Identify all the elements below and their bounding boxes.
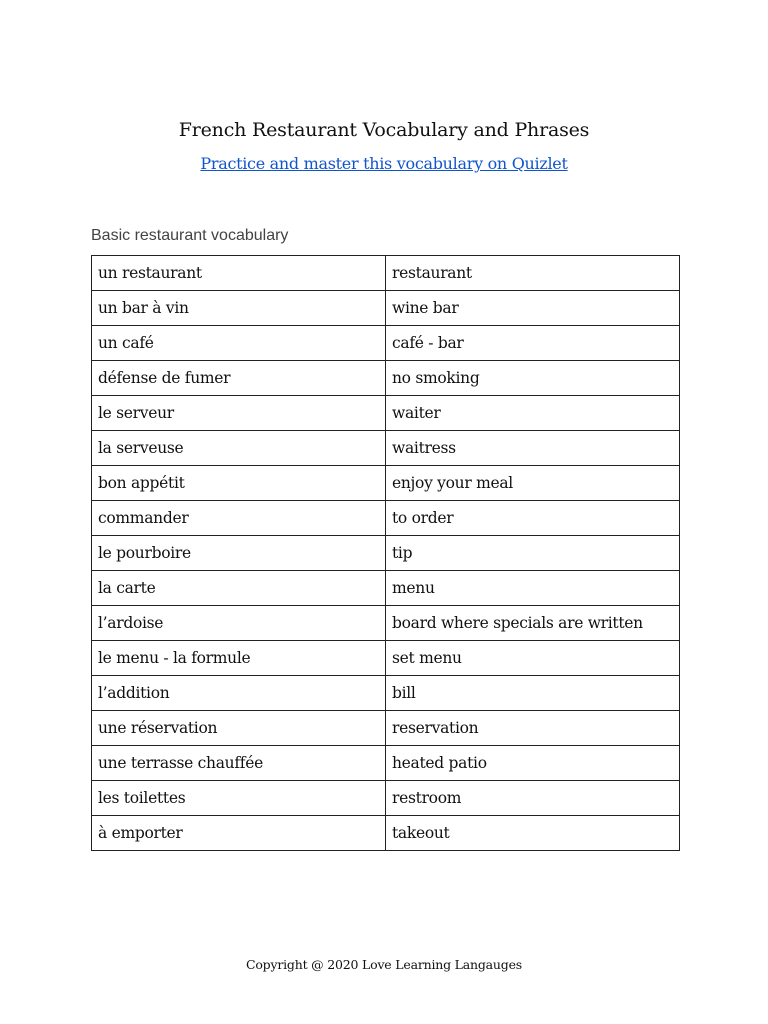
- french-term: la serveuse: [92, 431, 386, 466]
- table-row: [92, 466, 680, 501]
- table-row: [92, 361, 680, 396]
- french-term: le menu - la formule: [92, 641, 386, 676]
- english-translation: no smoking: [386, 361, 680, 396]
- french-term: la carte: [92, 571, 386, 606]
- french-term: un restaurant: [92, 256, 386, 291]
- table-row: [92, 606, 680, 641]
- table-row: [92, 571, 680, 606]
- page-title: French Restaurant Vocabulary and Phrases: [178, 119, 590, 141]
- french-term: le pourboire: [92, 536, 386, 571]
- english-translation: takeout: [386, 816, 680, 851]
- french-term: les toilettes: [92, 781, 386, 816]
- french-term: commander: [92, 501, 386, 536]
- french-term: bon appétit: [92, 466, 386, 501]
- english-translation: to order: [386, 501, 680, 536]
- quizlet-link[interactable]: Practice and master this vocabulary on Quizlet: [200, 154, 568, 173]
- english-translation: tip: [386, 536, 680, 571]
- english-translation: waiter: [386, 396, 680, 431]
- english-translation: board where specials are written: [386, 606, 680, 641]
- french-term: l’ardoise: [92, 606, 386, 641]
- english-translation: heated patio: [386, 746, 680, 781]
- english-translation: wine bar: [386, 291, 680, 326]
- english-translation: restroom: [386, 781, 680, 816]
- vocabulary-table-body: [92, 256, 680, 851]
- english-translation: waitress: [386, 431, 680, 466]
- table-row: [92, 781, 680, 816]
- french-term: l’addition: [92, 676, 386, 711]
- copyright-footer: Copyright @ 2020 Love Learning Langauges: [245, 957, 522, 972]
- table-row: [92, 536, 680, 571]
- english-translation: set menu: [386, 641, 680, 676]
- french-term: un café: [92, 326, 386, 361]
- table-row: [92, 256, 680, 291]
- french-term: le serveur: [92, 396, 386, 431]
- english-translation: café - bar: [386, 326, 680, 361]
- english-translation: reservation: [386, 711, 680, 746]
- table-row: [92, 431, 680, 466]
- quizlet-link-container: [0, 153, 768, 175]
- table-row: [92, 746, 680, 781]
- english-translation: bill: [386, 676, 680, 711]
- table-row: [92, 676, 680, 711]
- french-term: une terrasse chauffée: [92, 746, 386, 781]
- table-row: [92, 396, 680, 431]
- vocabulary-table: [91, 255, 680, 851]
- table-row: [92, 711, 680, 746]
- english-translation: menu: [386, 571, 680, 606]
- table-row: [92, 641, 680, 676]
- table-row: [92, 291, 680, 326]
- french-term: un bar à vin: [92, 291, 386, 326]
- section-heading: Basic restaurant vocabulary: [91, 227, 289, 244]
- table-row: [92, 501, 680, 536]
- french-term: à emporter: [92, 816, 386, 851]
- french-term: une réservation: [92, 711, 386, 746]
- table-row: [92, 816, 680, 851]
- french-term: défense de fumer: [92, 361, 386, 396]
- table-row: [92, 326, 680, 361]
- english-translation: restaurant: [386, 256, 680, 291]
- english-translation: enjoy your meal: [386, 466, 680, 501]
